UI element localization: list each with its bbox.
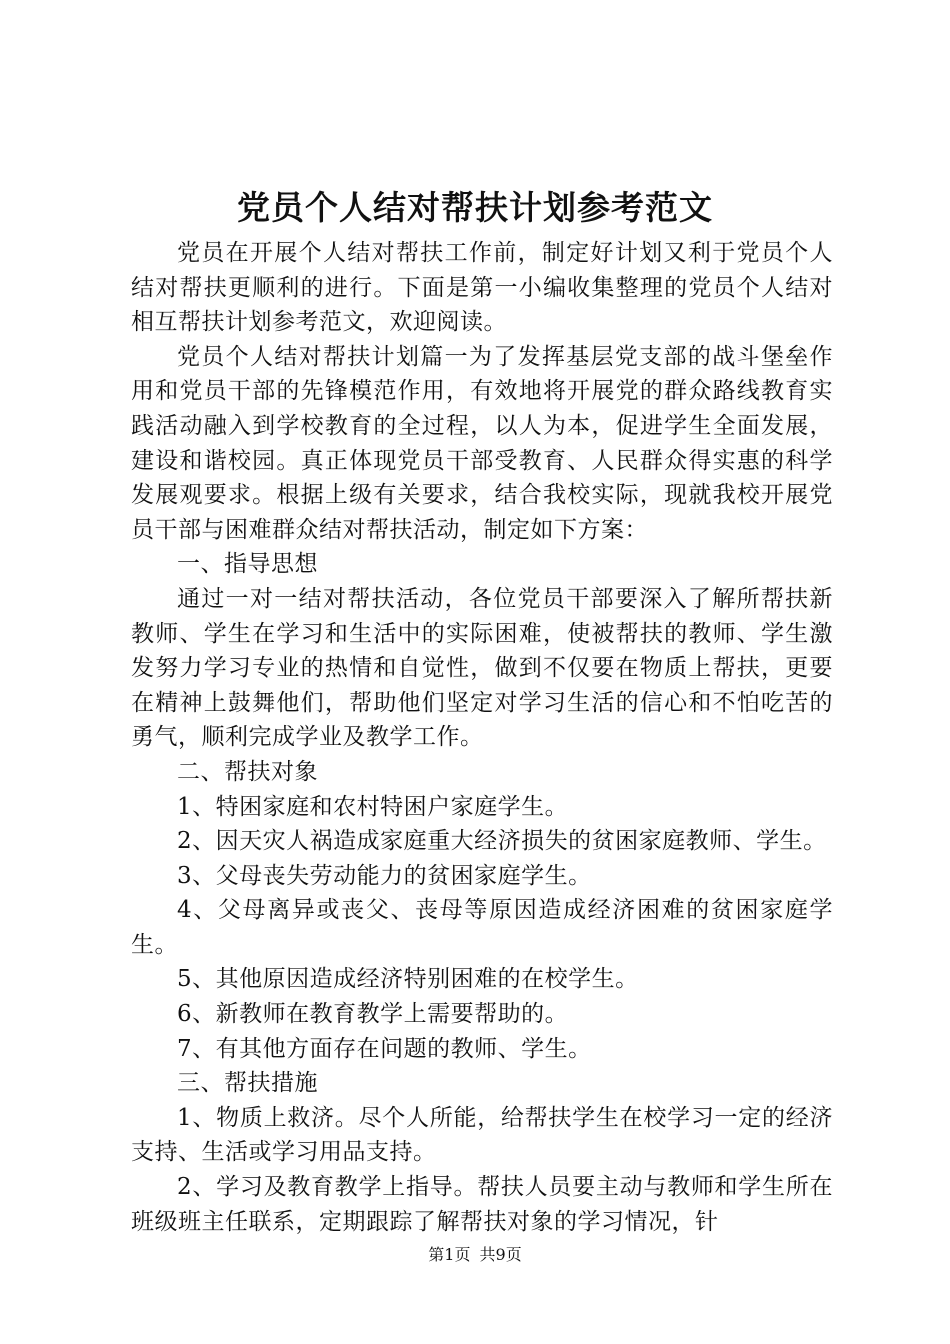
- page-total: 共9页: [479, 1245, 522, 1264]
- paragraph-intro: 党员在开展个人结对帮扶工作前，制定好计划又利于党员个人结对帮扶更顺利的进行。下面是第一小编收集整理的党员个人结对相互帮扶计划参考范文，欢迎阅读。: [131, 240, 833, 336]
- paragraph-guiding-thought: 通过一对一结对帮扶活动，各位党员干部要深入了解所帮扶新教师、学生在学习和生活中的实际困难，使被帮扶的教师、学生激发努力学习专业的热情和自觉性，做到不仅要在物质上帮扶，更要在精神上鼓舞他们，帮助他们坚定对学习生活的信心和不怕吃苦的勇气，顺利完成学业及教学工作。: [131, 585, 833, 751]
- list-item-measure-2: 2、学习及教育教学上指导。帮扶人员要主动与教师和学生所在班级班主任联系，定期跟踪了解帮扶对象的学习情况，针: [131, 1174, 833, 1235]
- document-body: [131, 236, 833, 1239]
- list-item-target-6: 6、新教师在教育教学上需要帮助的。: [177, 1001, 569, 1028]
- list-item-target-4: 4、父母离异或丧父、丧母等原因造成经济困难的贫困家庭学生。: [131, 897, 833, 958]
- section-heading-targets: 二、帮扶对象: [177, 758, 318, 785]
- list-item-measure-1: 1、物质上救济。尽个人所能，给帮扶学生在校学习一定的经济支持、生活或学习用品支持。: [131, 1104, 833, 1166]
- document-title: 党员个人结对帮扶计划参考范文: [237, 188, 713, 227]
- page-footer: [0, 1244, 950, 1266]
- list-item-target-2: 2、因天灾人祸造成家庭重大经济损失的贫困家庭教师、学生。: [177, 828, 827, 855]
- list-item-target-5: 5、其他原因造成经济特别困难的在校学生。: [177, 966, 639, 993]
- list-item-target-3: 3、父母丧失劳动能力的贫困家庭学生。: [177, 862, 592, 889]
- section-heading-measures: 三、帮扶措施: [177, 1070, 318, 1097]
- section-heading-guiding-thought: 一、指导思想: [177, 551, 318, 578]
- list-item-target-7: 7、有其他方面存在问题的教师、学生。: [177, 1035, 592, 1062]
- list-item-target-1: 1、特困家庭和农村特困户家庭学生。: [177, 793, 569, 820]
- page-number: 第1页: [428, 1245, 471, 1264]
- paragraph-plan-one: 党员个人结对帮扶计划篇一为了发挥基层党支部的战斗堡垒作用和党员干部的先锋模范作用，有效地将开展党的群众路线教育实践活动融入到学校教育的全过程，以人为本，促进学生全面发展，建设和谐校园。真正体现党员干部受教育、人民群众得实惠的科学发展观要求。根据上级有关要求，结合我校实际，现就我校开展党员干部与困难群众结对帮扶活动，制定如下方案：: [131, 343, 833, 543]
